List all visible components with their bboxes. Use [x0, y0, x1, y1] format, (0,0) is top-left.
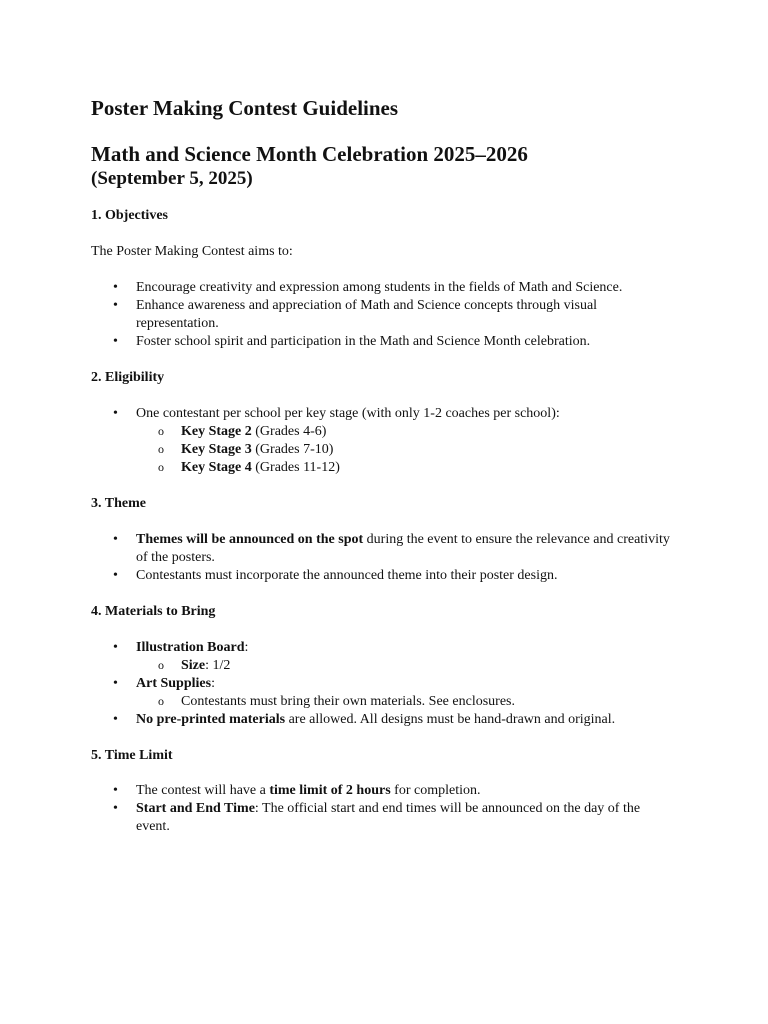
key-stage-3-grades: (Grades 7-10) — [251, 442, 334, 457]
time-limit-item-1-post: for completion. — [390, 783, 481, 798]
objectives-item-2: • Enhance awareness and appreciation of Math and Science concepts through visual representation. — [136, 297, 636, 333]
key-stage-4-grades: (Grades 11-12) — [251, 460, 340, 475]
art-supplies-colon: : — [211, 676, 215, 691]
key-stage-2 — [181, 423, 326, 441]
eligibility-item: • One contestant per school per key stage (with only 1-2 coaches per school): — [136, 405, 676, 423]
art-supplies-label: Art Supplies — [136, 676, 212, 691]
theme-item-1-bold: Themes will be announced on the spot — [136, 532, 364, 547]
start-end-time-rest: : The official start and end times will be announced on the day of the event. — [136, 801, 641, 834]
section-time-limit-heading: 5. Time Limit — [91, 748, 173, 763]
time-limit-item-1 — [136, 782, 676, 800]
section-theme-heading: 3. Theme — [91, 496, 146, 511]
board-size-value: : 1/2 — [205, 658, 231, 673]
no-preprinted-bold: No pre-printed materials — [136, 712, 286, 727]
key-stage-4 — [181, 459, 340, 477]
document-subtitle: Math and Science Month Celebration 2025–2026 — [91, 142, 528, 166]
objectives-intro: The Poster Making Contest aims to: — [91, 244, 293, 259]
key-stage-2-grades: (Grades 4-6) — [251, 424, 327, 439]
materials-illustration-board — [136, 639, 676, 657]
materials-art-supplies — [136, 675, 676, 693]
time-limit-item-1-pre: The contest will have a — [136, 783, 270, 798]
theme-item-2: • Contestants must incorporate the announced theme into their poster design. — [136, 567, 676, 585]
theme-item-1-rest: during the event to ensure the relevance and creativity of the posters. — [136, 532, 670, 565]
time-limit-item-2 — [136, 800, 666, 836]
illustration-board-label: Illustration Board — [136, 640, 245, 655]
materials-no-preprinted — [136, 711, 676, 729]
no-preprinted-rest: are allowed. All designs must be hand-drawn and original. — [285, 712, 616, 727]
start-end-time-label: Start and End Time — [136, 801, 255, 816]
key-stage-3 — [181, 441, 333, 459]
objectives-item-1: • Encourage creativity and expression among students in the fields of Math and Science. — [136, 279, 676, 297]
materials-board-size — [181, 657, 230, 675]
board-size-label: Size — [181, 658, 206, 673]
document-title: Poster Making Contest Guidelines — [91, 96, 399, 120]
section-eligibility-heading: 2. Eligibility — [91, 370, 165, 385]
section-materials-heading: 4. Materials to Bring — [91, 604, 216, 619]
key-stage-3-label: Key Stage 3 — [181, 442, 252, 457]
illustration-board-colon: : — [244, 640, 249, 655]
materials-art-supplies-note: o Contestants must bring their own materials. See enclosures. — [181, 693, 515, 711]
key-stage-4-label: Key Stage 4 — [181, 460, 252, 475]
time-limit-bold: time limit of 2 hours — [269, 783, 391, 798]
section-objectives-heading: 1. Objectives — [91, 208, 168, 223]
document-date: (September 5, 2025) — [91, 168, 253, 189]
theme-item-1 — [136, 531, 676, 567]
objectives-item-3: • Foster school spirit and participation in the Math and Science Month celebration. — [136, 333, 676, 351]
key-stage-2-label: Key Stage 2 — [181, 424, 252, 439]
